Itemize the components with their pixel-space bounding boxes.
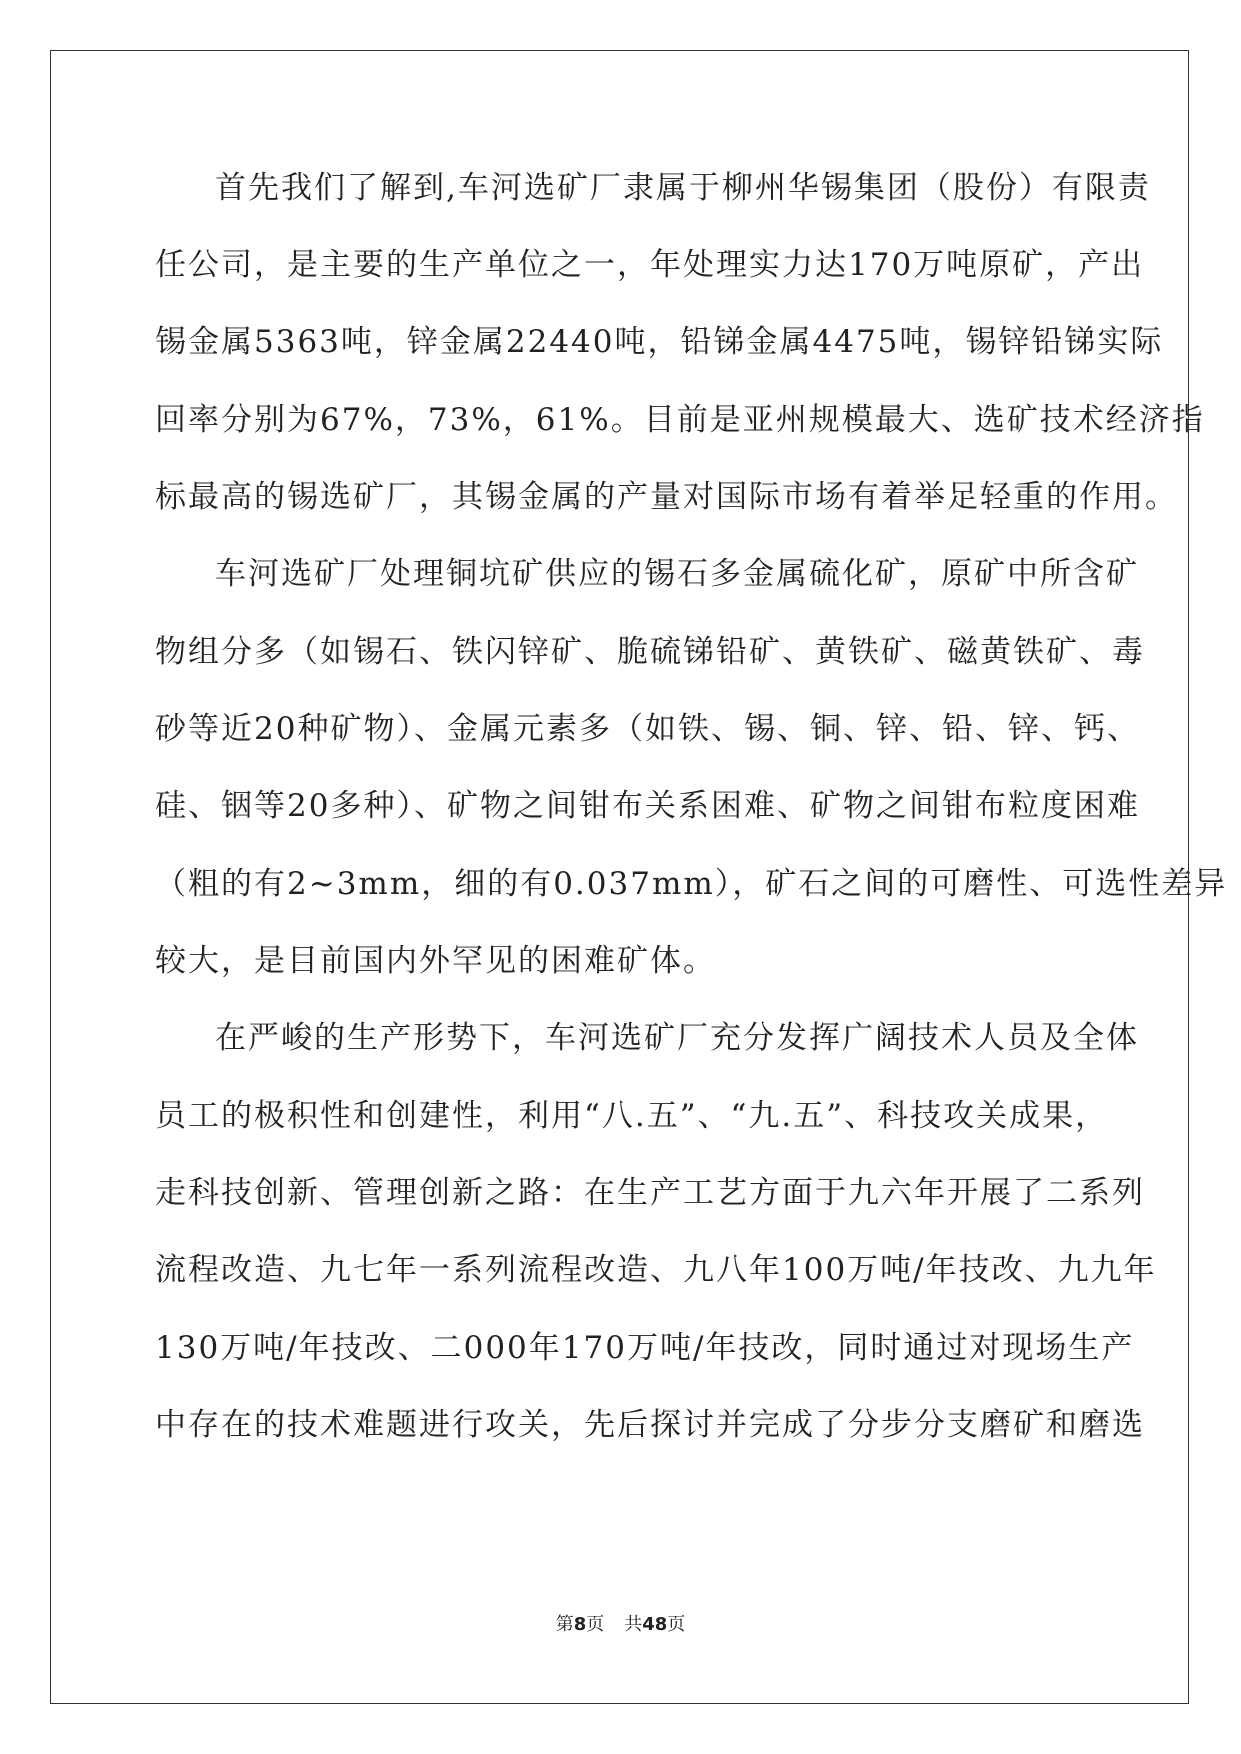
- paragraph-3-line-6: 中存在的技术难题进行攻关，先后探讨并完成了分步分支磨矿和磨选: [155, 1407, 1145, 1443]
- total-prefix: 共: [624, 1614, 643, 1635]
- page-unit: 页: [586, 1614, 605, 1635]
- paragraph-3-line-3: 走科技创新、管理创新之路：在生产工艺方面于九六年开展了二系列: [155, 1175, 1145, 1211]
- total-unit: 页: [667, 1614, 686, 1635]
- paragraph-1-line-5: 标最高的锡选矿厂，其锡金属的产量对国际市场有着举足轻重的作用。: [155, 479, 1178, 515]
- paragraph-3-line-5: 130万吨/年技改、二000年170万吨/年技改，同时通过对现场生产: [155, 1330, 1135, 1366]
- paragraph-2-line-3: 砂等近20种矿物）、金属元素多（如铁、锡、铜、锌、铅、锌、钙、: [155, 711, 1140, 747]
- paragraph-2-line-4: 硅、铟等20多种）、矿物之间钳布关系困难、矿物之间钳布粒度困难: [155, 788, 1140, 824]
- page-footer: [0, 1614, 1241, 1636]
- paragraph-1-line-3: 锡金属5363吨，锌金属22440吨，铅锑金属4475吨，锡锌铅锑实际: [155, 324, 1164, 360]
- total-pages: 48: [642, 1614, 668, 1635]
- page-number: 8: [573, 1614, 587, 1635]
- paragraph-2-line-2: 物组分多（如锡石、铁闪锌矿、脆硫锑铅矿、黄铁矿、磁黄铁矿、毒: [155, 634, 1145, 670]
- paragraph-2-line-5: （粗的有2~3mm，细的有0.037mm），矿石之间的可磨性、可选性差异: [155, 866, 1228, 902]
- paragraph-1-line-2: 任公司，是主要的生产单位之一，年处理实力达170万吨原矿，产出: [155, 247, 1145, 283]
- paragraph-2-line-6: 较大，是目前国内外罕见的困难矿体。: [155, 943, 716, 979]
- paragraph-1-line-4: 回率分别为67%，73%，61%。目前是亚州规模最大、选矿技术经济指: [155, 402, 1205, 438]
- paragraph-2-line-1: 车河选矿厂处理铜坑矿供应的锡石多金属硫化矿，原矿中所含矿: [215, 556, 1139, 592]
- paragraph-1-line-1: 首先我们了解到,车河选矿厂隶属于柳州华锡集团（股份）有限责: [215, 170, 1151, 206]
- page-prefix: 第: [555, 1614, 574, 1635]
- paragraph-3-line-4: 流程改造、九七年一系列流程改造、九八年100万吨/年技改、九九年: [155, 1252, 1157, 1288]
- paragraph-3-line-1: 在严峻的生产形势下，车河选矿厂充分发挥广阔技术人员及全体: [215, 1020, 1139, 1056]
- paragraph-3-line-2: 员工的极积性和创建性，利用“八.五”、“九.五”、科技攻关成果，: [155, 1098, 1109, 1134]
